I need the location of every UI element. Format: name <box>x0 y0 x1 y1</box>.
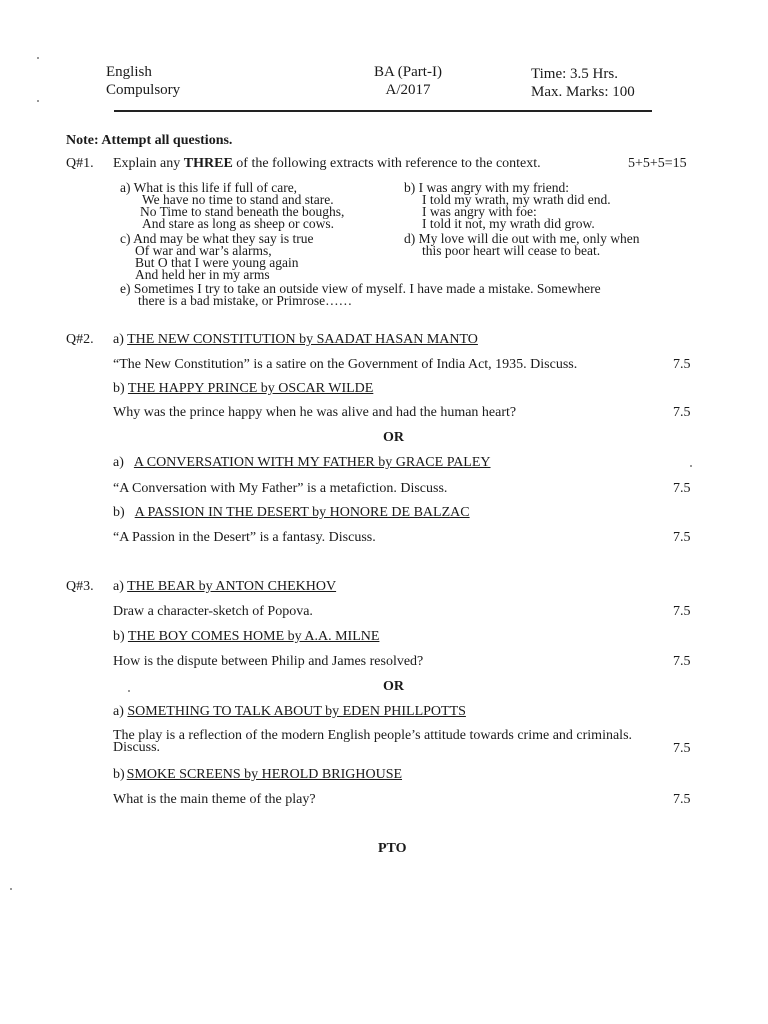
q3-c-heading <box>113 704 466 720</box>
q2-c-text: “A Conversation with My Father” is a metafiction. Discuss. <box>113 481 448 496</box>
q3-c-prefix: a) <box>113 704 128 719</box>
q2-c-marks: 7.5 <box>673 481 691 496</box>
subject-line1: English <box>106 64 152 80</box>
q1-marks: 5+5+5=15 <box>628 156 687 171</box>
extract-b-line: I told my wrath, my wrath did end. <box>422 192 611 207</box>
q2-a-heading <box>113 332 478 348</box>
q3-c-text-line: The play is a reflection of the modern English people’s attitude towards crime and criminals. <box>113 728 633 743</box>
extract-c-line: Of war and war’s alarms, <box>135 243 272 258</box>
scan-speck <box>37 100 39 102</box>
q3-c-text-line: Discuss. <box>113 740 161 755</box>
q3-b-heading <box>113 629 379 645</box>
q1-number: Q#1. <box>66 156 94 171</box>
extract-a-line: And stare as long as sheep or cows. <box>142 216 334 231</box>
q2-number: Q#2. <box>66 332 94 347</box>
q3-a-text: Draw a character-sketch of Popova. <box>113 604 313 619</box>
scan-speck <box>37 57 39 59</box>
extract-b-line: b) I was angry with my friend: <box>404 180 569 195</box>
q3-a-marks: 7.5 <box>673 604 691 619</box>
q2-d-marks: 7.5 <box>673 530 691 545</box>
extract-d-line: d) My love will die out with me, only when <box>404 231 640 246</box>
q3-b-marks: 7.5 <box>673 654 691 669</box>
q3-d-marks: 7.5 <box>673 792 691 807</box>
q3-d-text: What is the main theme of the play? <box>113 792 316 807</box>
extract-b <box>404 182 611 230</box>
subject-block <box>106 63 180 99</box>
q1-instruction-post: of the following extracts with reference to the context. <box>232 156 541 171</box>
q2-a-prefix: a) <box>113 332 128 347</box>
time-limit: Time: 3.5 Hrs. <box>531 66 618 82</box>
extract-c <box>120 233 313 281</box>
extract-b-line: I told it not, my wrath did grow. <box>422 216 595 231</box>
q3-b-text: How is the dispute between Philip and James resolved? <box>113 654 424 669</box>
q3-number: Q#3. <box>66 579 94 594</box>
extract-a-line: a) What is this life if full of care, <box>120 180 298 195</box>
extract-a <box>120 182 344 230</box>
q3-a-prefix: a) <box>113 579 128 594</box>
q2-b-marks: 7.5 <box>673 405 691 420</box>
q2-a-text: “The New Constitution” is a satire on the Government of India Act, 1935. Discuss. <box>113 357 578 372</box>
extract-a-line: No Time to stand beneath the boughs, <box>140 204 345 219</box>
extract-e-line: e) Sometimes I try to take an outside view of myself. I have made a mistake. Somewhere <box>120 281 601 296</box>
q3-c-text <box>113 730 632 754</box>
scan-speck <box>690 465 692 467</box>
q3-b-title: THE BOY COMES HOME by A.A. MILNE <box>127 629 380 644</box>
q2-or: OR <box>383 430 404 445</box>
q3-b-prefix: b) <box>113 629 128 644</box>
q2-b-prefix: b) <box>113 381 128 396</box>
q1-instruction <box>113 156 541 172</box>
extract-a-line: We have no time to stand and stare. <box>142 192 334 207</box>
extract-b-line: I was angry with foe: <box>422 204 537 219</box>
extract-d <box>404 233 639 257</box>
q2-d-heading <box>113 505 470 521</box>
extract-c-line: But O that I were young again <box>135 255 299 270</box>
class-line1: BA (Part-I) <box>374 64 442 80</box>
q2-d-text: “A Passion in the Desert” is a fantasy. Discuss. <box>113 530 376 545</box>
q1-instruction-pre: Explain any <box>113 156 184 171</box>
header-rule <box>114 110 652 112</box>
q2-d-prefix: b) <box>113 505 125 520</box>
scan-speck <box>10 888 12 890</box>
footer-pto: PTO <box>378 841 407 856</box>
q2-a-marks: 7.5 <box>673 357 691 372</box>
class-block <box>358 63 458 99</box>
time-marks-block <box>531 65 635 101</box>
extract-d-line: this poor heart will cease to beat. <box>422 243 601 258</box>
q3-d-heading <box>113 767 402 783</box>
q2-c-heading <box>113 455 491 471</box>
q2-c-title: A CONVERSATION WITH MY FATHER by GRACE PALEY <box>133 455 491 470</box>
q2-d-title: A PASSION IN THE DESERT by HONORE DE BALZAC <box>134 505 470 520</box>
q3-c-marks: 7.5 <box>673 741 691 756</box>
extract-e <box>120 283 601 307</box>
q2-a-title: THE NEW CONSTITUTION by SAADAT HASAN MANTO <box>127 332 478 347</box>
extract-e-line: there is a bad mistake, or Primrose…… <box>138 293 353 308</box>
q3-or: OR <box>383 679 404 694</box>
q2-c-prefix: a) <box>113 455 124 470</box>
q1-instruction-bold: THREE <box>183 156 233 171</box>
q3-d-prefix: b) <box>113 767 125 782</box>
q3-a-heading <box>113 579 336 595</box>
q2-b-heading <box>113 381 373 397</box>
class-line2: A/2017 <box>385 82 431 98</box>
q3-a-title: THE BEAR by ANTON CHEKHOV <box>127 579 337 594</box>
q2-b-text: Why was the prince happy when he was alive and had the human heart? <box>113 405 517 420</box>
q3-c-title: SOMETHING TO TALK ABOUT by EDEN PHILLPOTTS <box>127 704 466 719</box>
max-marks: Max. Marks: 100 <box>531 84 635 100</box>
extract-c-line: c) And may be what they say is true <box>120 231 314 246</box>
scan-speck <box>128 690 130 692</box>
q3-d-title: SMOKE SCREENS by HEROLD BRIGHOUSE <box>126 767 403 782</box>
q2-b-title: THE HAPPY PRINCE by OSCAR WILDE <box>127 381 374 396</box>
subject-line2: Compulsory <box>106 82 181 98</box>
extract-c-line: And held her in my arms <box>135 267 270 282</box>
note-text: Note: Attempt all questions. <box>66 133 233 148</box>
